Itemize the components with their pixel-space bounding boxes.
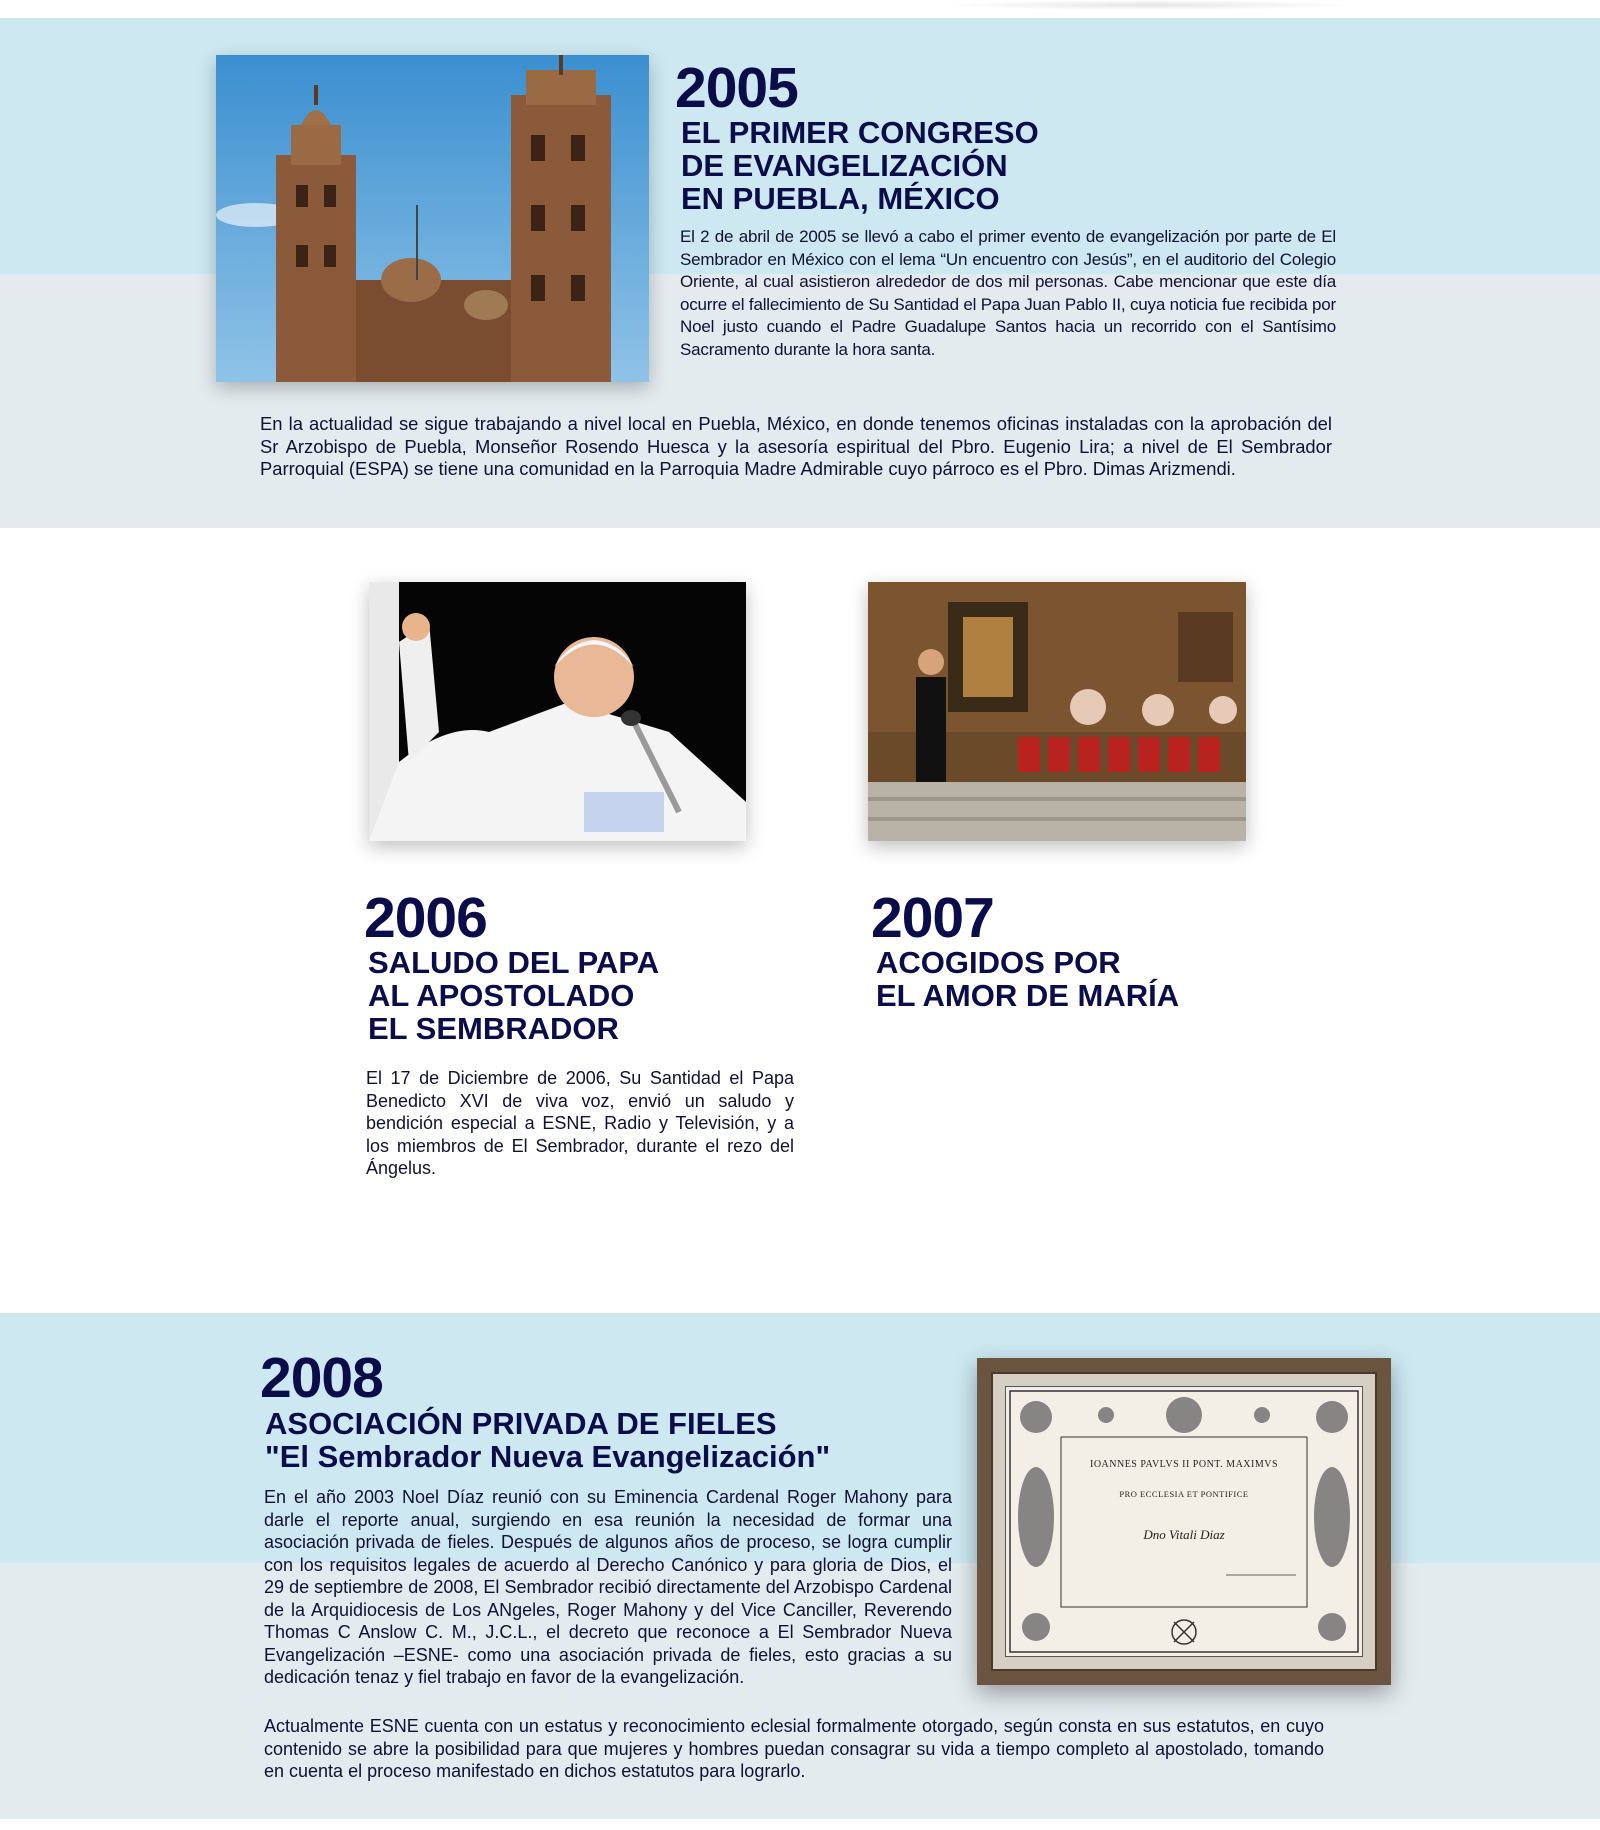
pope-benedict-photo [369, 582, 746, 841]
title-2008-line-2: "El Sembrador Nueva Evangelización" [265, 1439, 831, 1474]
certificate-recipient-name: Dno Vitali Diaz [1143, 1527, 1225, 1542]
puebla-cathedral-photo [216, 55, 649, 382]
title-2005-line-3: EN PUEBLA, MÉXICO [681, 181, 1000, 216]
paragraph-2005: El 2 de abril de 2005 se llevó a cabo el primer evento de evangelización por parte de El Sembrador en México con el lema “Un encuentro con Jesús”, en el auditorio del Colegio Oriente, al cual asistieron alrededor de dos mil personas. Cabe mencionar que este día ocurre el fallecimiento de Su Santidad el Papa Juan Pablo II, cuya noticia fue recibida por Noel justo cuando el Padre Guadalupe Santos hacia un recorrido con el Santísimo Sacramento durante la hora santa. [680, 227, 1336, 359]
paragraph-2006: El 17 de Diciembre de 2006, Su Santidad el Papa Benedicto XVI de viva voz, envió un saludo y bendición especial a ESNE, Radio y Televisión, y a los miembros de El Sembrador, durante el rezo del Ángelus. [366, 1068, 794, 1178]
title-2005-line-1: EL PRIMER CONGRESO [681, 115, 1039, 150]
title-2006-line-2: AL APOSTOLADO [368, 978, 635, 1013]
title-2007-line-2: EL AMOR DE MARÍA [876, 978, 1180, 1013]
certificate-border-art [1006, 1387, 1362, 1656]
year-2005: 2005 [675, 56, 798, 120]
title-2006 [368, 946, 659, 1045]
certificate-heading: IOANNES PAVLVS II PONT. MAXIMVS [1089, 1459, 1279, 1470]
title-2005-line-2: DE EVANGELIZACIÓN [681, 148, 1008, 183]
certificate-subheading: PRO ECCLESIA ET PONTIFICE [1119, 1489, 1249, 1499]
paragraph-2008-current: Actualmente ESNE cuenta con un estatus y reconocimiento eclesial formalmente otorgado, según consta en sus estatutos, en cuyo contenido se abre la posibilidad para que mujeres y hombres puedan consagrar su vida a tiempo completo al apostolado, tomando en cuenta el proceso manifestado en dichos estatutos para lograrlo. [264, 1716, 1324, 1781]
year-2007: 2007 [871, 886, 994, 950]
top-edge-shadow [940, 0, 1360, 10]
title-2007-line-1: ACOGIDOS POR [876, 945, 1121, 980]
title-2006-line-3: EL SEMBRADOR [368, 1011, 619, 1046]
title-2008-line-1: ASOCIACIÓN PRIVADA DE FIELES [265, 1406, 777, 1441]
year-2008: 2008 [260, 1346, 383, 1410]
title-2006-line-1: SALUDO DEL PAPA [368, 945, 660, 980]
paragraph-2008: En el año 2003 Noel Díaz reunió con su Eminencia Cardenal Roger Mahony para darle el reporte anual, surgiendo en esa reunión la necesidad de formar una asociación privada de fieles. Después de algunos años de proceso, se logra cumplir con los requisitos legales de acuerdo al Derecho Canónico y para gloria de Dios, el 29 de septiembre de 2008, El Sembrador recibió directamente del Arzobispo Cardenal de la Arquidiocesis de Los ANgeles, Roger Mahony y del Vice Canciller, Reverendo Thomas C Anslow C. M., J.C.L., el decreto que reconoce a El Sembrador Nueva Evangelización –ESNE- como una asociación privada de fieles, esto gracias a su dedicación tenaz y fiel trabajo en favor de la evangelización. [264, 1487, 952, 1687]
basilica-speaker-photo [868, 582, 1246, 841]
title-2005 [681, 116, 1039, 215]
title-2008 [265, 1407, 830, 1473]
year-2006: 2006 [364, 886, 487, 950]
paragraph-2005-current: En la actualidad se sigue trabajando a nivel local en Puebla, México, en donde tenemos oficinas instaladas con la aprobación del Sr Arzobispo de Puebla, Monseñor Rosendo Huesca y la asesoría espiritual del Pbro. Eugenio Lira; a nivel de El Sembrador Parroquial (ESPA) se tiene una comunidad en la Parroquia Madre Admirable cuyo párroco es el Pbro. Dimas Arizmendi. [260, 413, 1332, 479]
certificate-paper [1005, 1386, 1363, 1657]
certificate-frame [977, 1358, 1391, 1685]
title-2007 [876, 946, 1179, 1012]
certificate-mat [991, 1372, 1377, 1671]
